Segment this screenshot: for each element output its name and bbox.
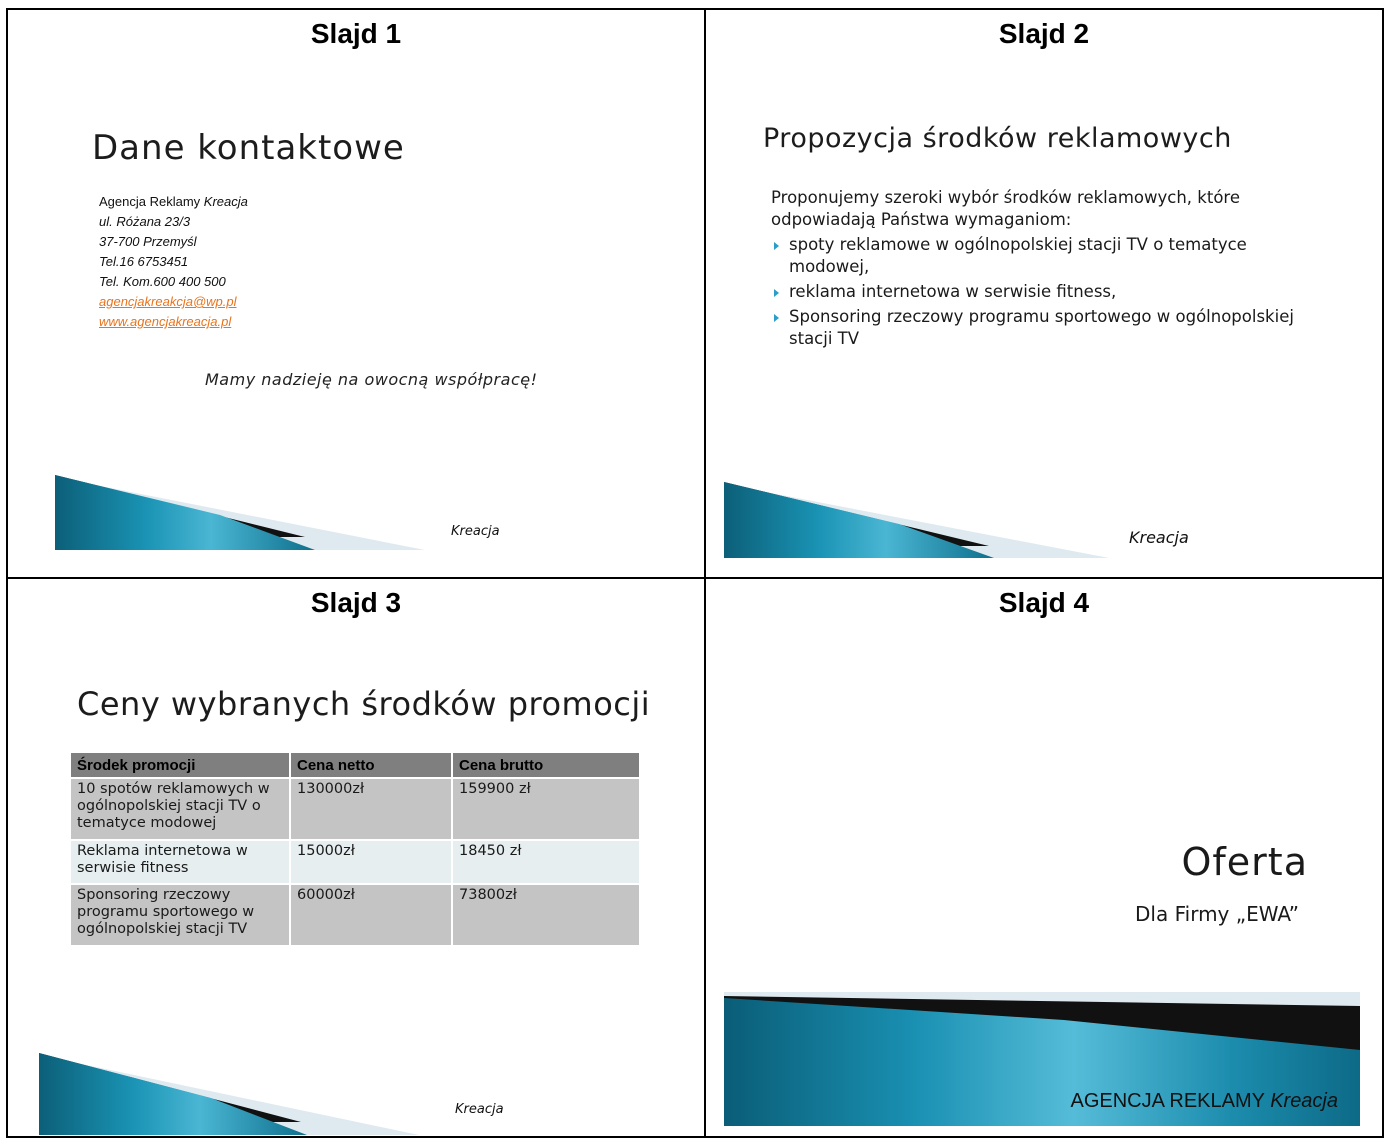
footer-brand: [1070, 1090, 1338, 1113]
decorative-swoosh: [724, 482, 1109, 558]
decorative-swoosh: [55, 475, 425, 550]
footer-brand: Kreacja: [455, 1102, 504, 1117]
decorative-swoosh: [39, 1053, 419, 1135]
agency-prefix: Agencja Reklamy: [99, 194, 204, 209]
table-header-row: [71, 753, 640, 778]
table-cell: 15000zł: [290, 840, 452, 884]
column-header: Cena netto: [290, 753, 452, 778]
closing-note: Mamy nadzieję na owocną współpracę!: [205, 370, 538, 389]
table-cell: Sponsoring rzeczowy programu sportowego w ogólnopolskiej stacji TV: [71, 884, 290, 946]
slide-label: Slajd 3: [310, 587, 402, 618]
table-cell: 18450 zł: [452, 840, 640, 884]
table-cell: 159900 zł: [452, 778, 640, 840]
table-cell: Reklama internetowa w serwisie fitness: [71, 840, 290, 884]
slide-label: Slajd 4: [998, 587, 1090, 618]
table-cell: 130000zł: [290, 778, 452, 840]
slide-2: [706, 10, 1382, 577]
website-link[interactable]: www.agencjakreacja.pl: [99, 314, 232, 329]
contact-mobile: Tel. Kom.600 400 500: [99, 274, 226, 289]
table-row: [71, 840, 640, 884]
intro-text: Proponujemy szeroki wybór środków reklamowych, które odpowiadają Państwa wymaganiom:: [771, 188, 1240, 229]
agency-name: Kreacja: [203, 194, 248, 209]
bullet-item: spoty reklamowe w ogólnopolskiej stacji TV o tematyce modowej,: [771, 234, 1331, 278]
bullet-item: reklama internetowa w serwisie fitness,: [771, 281, 1331, 303]
slide-body: [771, 187, 1331, 350]
footer-prefix: AGENCJA REKLAMY: [1070, 1090, 1271, 1112]
footer-brand: Kreacja: [451, 524, 500, 539]
table-row: [71, 778, 640, 840]
bullet-item: Sponsoring rzeczowy programu sportowego w ogólnopolskiej stacji TV: [771, 306, 1331, 350]
column-header: Cena brutto: [452, 753, 640, 778]
slide-title: Ceny wybranych środków promocji: [77, 685, 651, 723]
slide-subtitle: Dla Firmy „EWA”: [1135, 902, 1299, 926]
contact-street: ul. Różana 23/3: [99, 214, 191, 229]
table-row: [71, 884, 640, 946]
email-link[interactable]: agencjakreakcja@wp.pl: [99, 294, 237, 309]
contact-phone: Tel.16 6753451: [99, 254, 189, 269]
slide-4: [706, 579, 1382, 1136]
contact-agency: [99, 192, 248, 212]
footer-brand: Kreacja: [1129, 528, 1189, 547]
contact-block: [99, 192, 248, 332]
slide-label: Slajd 1: [310, 18, 402, 49]
slide-3: [8, 579, 704, 1136]
table-cell: 10 spotów reklamowych w ogólnopolskiej stacji TV o tematyce modowej: [71, 778, 290, 840]
table-cell: 73800zł: [452, 884, 640, 946]
column-header: Środek promocji: [71, 753, 290, 778]
slide-1: [8, 10, 704, 577]
slide-title: Dane kontaktowe: [92, 128, 405, 168]
slide-label: Slajd 2: [998, 18, 1090, 49]
footer-name: Kreacja: [1270, 1090, 1338, 1112]
table-cell: 60000zł: [290, 884, 452, 946]
slide-title: Propozycja środków reklamowych: [763, 123, 1232, 154]
price-table: [71, 753, 641, 947]
slide-title: Oferta: [1181, 840, 1308, 884]
contact-city: 37-700 Przemyśl: [99, 234, 197, 249]
